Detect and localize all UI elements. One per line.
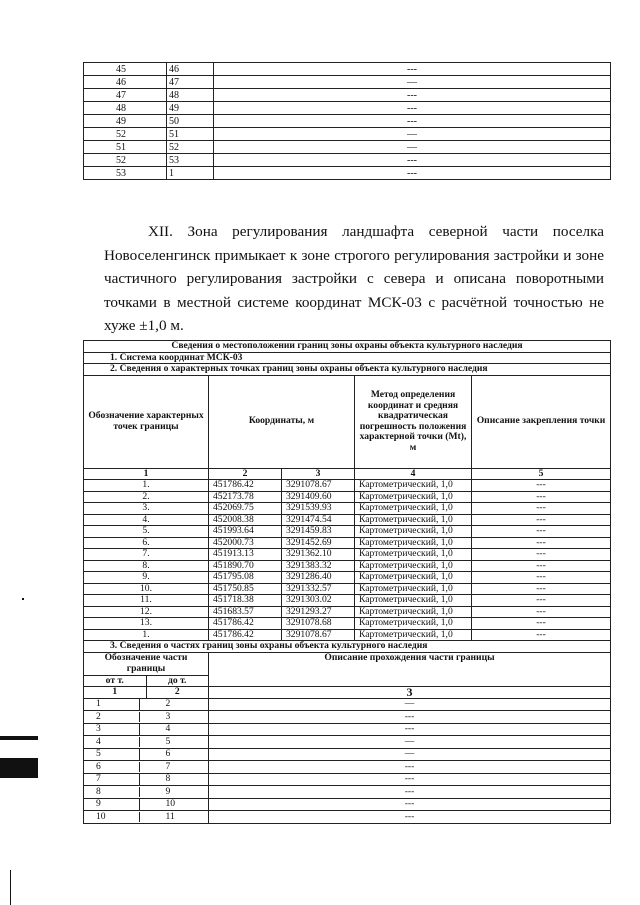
cell-description: —: [209, 748, 611, 761]
cell-y: 3291078.68: [282, 618, 355, 630]
cell-y: 3291474.54: [282, 514, 355, 526]
table-row: [84, 128, 611, 141]
cell-segment-points: [84, 811, 209, 824]
cell-x: 452008.38: [209, 514, 282, 526]
cell-point-name: 7.: [84, 549, 209, 561]
part-col-numbers-row: [84, 687, 611, 699]
cell-description: ---: [209, 798, 611, 811]
table-row: [84, 811, 611, 824]
cell-method: Картометрический, 1,0: [355, 526, 472, 538]
table-row: [84, 723, 611, 736]
cell-y: 3291303.02: [282, 595, 355, 607]
cell-to-point: 46: [167, 63, 214, 76]
table-row: [84, 736, 611, 749]
cell-method: Картометрический, 1,0: [355, 560, 472, 572]
cell-method: Картометрический, 1,0: [355, 480, 472, 492]
cell-segment-points: [84, 773, 209, 786]
cell-x: 451786.42: [209, 629, 282, 641]
cell-segment-points: [84, 798, 209, 811]
cell-method: Картометрический, 1,0: [355, 606, 472, 618]
cell-description: ---: [209, 773, 611, 786]
cell-y: 3291078.67: [282, 480, 355, 492]
cell-from-point: 7: [84, 774, 140, 785]
table-row: [84, 503, 611, 515]
table-row: [84, 514, 611, 526]
cell-y: 3291078.67: [282, 629, 355, 641]
cell-point-name: 13.: [84, 618, 209, 630]
table-row: [84, 798, 611, 811]
header-point-name: Обозначение характерных точек границы: [84, 375, 209, 468]
cell-to-point: 7: [165, 760, 171, 772]
table-row: [84, 549, 611, 561]
cell-segment-points: [84, 723, 209, 736]
cell-point-name: 2.: [84, 491, 209, 503]
cell-x: 451890.70: [209, 560, 282, 572]
cell-from-point: 10: [84, 812, 140, 823]
cell-point-name: 8.: [84, 560, 209, 572]
cell-description: ---: [209, 811, 611, 824]
section-2-title: 2. Сведения о характерных точках границ зоны охраны объекта культурного наследия: [84, 364, 611, 376]
cell-description: —: [214, 141, 611, 154]
cell-x: 452000.73: [209, 537, 282, 549]
cell-description: ---: [472, 560, 611, 572]
cell-to-point: 48: [167, 89, 214, 102]
cell-x: 451913.13: [209, 549, 282, 561]
cell-description: ---: [472, 583, 611, 595]
cell-x: 451795.08: [209, 572, 282, 584]
cell-point-name: 1.: [84, 629, 209, 641]
cell-x: 451750.85: [209, 583, 282, 595]
cell-from-point: 3: [84, 724, 140, 735]
table-row: [84, 63, 611, 76]
cell-segment-points: [84, 736, 209, 749]
header-coordinates: Координаты, м: [209, 375, 355, 468]
cell-to-point: 51: [167, 128, 214, 141]
cell-y: 3291459.83: [282, 526, 355, 538]
cell-x: 451718.38: [209, 595, 282, 607]
cell-from-point: 51: [84, 141, 167, 154]
cell-description: —: [214, 128, 611, 141]
table-row: [84, 748, 611, 761]
cell-y: 3291452.69: [282, 537, 355, 549]
table-row: [84, 102, 611, 115]
cell-description: ---: [209, 786, 611, 799]
table-row: [84, 572, 611, 584]
cell-from-point: 47: [84, 89, 167, 102]
cell-to-point: 10: [165, 798, 176, 809]
cell-from-point: 4: [84, 737, 140, 748]
zone-description-text: XII. Зона регулирования ландшафта северной части поселка Новоселенгинск примыкает к зоне строгого регулирования застройки и зоне частичного регулирования застройки с севера и описана поворотными точками в местной системе координат МСК-03 с расчётной точностью не хуже ±1,0 м.: [104, 223, 604, 334]
part-col-numbers: [84, 687, 209, 699]
header-part-description: Описание прохождения части границы: [209, 652, 611, 687]
header-from: от т.: [84, 676, 147, 687]
margin-mark-block: [0, 758, 38, 778]
cell-description: ---: [209, 761, 611, 774]
cell-segment-points: [84, 786, 209, 799]
table-row: [84, 76, 611, 89]
cell-from-point: 53: [84, 167, 167, 180]
cell-to-point: 52: [167, 141, 214, 154]
header-part-name: Обозначение части границы: [84, 652, 209, 675]
cell-from-point: 5: [84, 749, 140, 760]
part-header-row: [84, 652, 611, 675]
cell-description: ---: [472, 606, 611, 618]
cell-y: 3291383.32: [282, 560, 355, 572]
cell-from-point: 1: [84, 699, 140, 710]
section-3-title: 3. Сведения о частях границ зоны охраны объекта культурного наследия: [84, 641, 611, 653]
cell-y: 3291293.27: [282, 606, 355, 618]
cell-description: ---: [472, 629, 611, 641]
cell-method: Картометрический, 1,0: [355, 572, 472, 584]
table-row: [84, 786, 611, 799]
table-row: [84, 560, 611, 572]
cell-to-point: 2: [165, 698, 171, 709]
cell-point-name: 10.: [84, 583, 209, 595]
col-number-3: 3: [282, 468, 355, 480]
cell-description: ---: [214, 115, 611, 128]
cell-method: Картометрический, 1,0: [355, 618, 472, 630]
cell-y: 3291332.57: [282, 583, 355, 595]
table-row: [84, 606, 611, 618]
cell-from-point: 8: [84, 787, 140, 798]
cell-method: Картометрический, 1,0: [355, 583, 472, 595]
table-row: [84, 491, 611, 503]
cell-method: Картометрический, 1,0: [355, 514, 472, 526]
top-table-body: [84, 63, 611, 180]
cell-to-point: 47: [167, 76, 214, 89]
cell-point-name: 1.: [84, 480, 209, 492]
col-number-2: 2: [209, 468, 282, 480]
cell-description: ---: [209, 723, 611, 736]
col-number-5: 5: [472, 468, 611, 480]
cell-from-point: 9: [84, 799, 140, 810]
margin-mark-line: [0, 736, 38, 740]
cell-method: Картометрический, 1,0: [355, 629, 472, 641]
cell-point-name: 4.: [84, 514, 209, 526]
header-to: до т.: [168, 674, 187, 686]
cell-to-point: 4: [165, 723, 171, 734]
cell-description: ---: [472, 618, 611, 630]
cell-description: ---: [472, 526, 611, 538]
header-description: Описание закрепления точки: [472, 375, 611, 468]
table-row: [84, 526, 611, 538]
margin-edge-line: [10, 870, 11, 905]
cell-x: 451786.42: [209, 618, 282, 630]
part-col-number-1: 1: [84, 687, 147, 698]
cell-x: 451993.64: [209, 526, 282, 538]
table-title: Сведения о местоположении границ зоны охраны объекта культурного наследия: [84, 341, 611, 353]
cell-description: ---: [472, 595, 611, 607]
cell-point-name: 9.: [84, 572, 209, 584]
cell-description: ---: [209, 711, 611, 724]
cell-description: ---: [472, 491, 611, 503]
cell-method: Картометрический, 1,0: [355, 549, 472, 561]
cell-description: ---: [214, 154, 611, 167]
cell-y: 3291286.40: [282, 572, 355, 584]
cell-method: Картометрический, 1,0: [355, 595, 472, 607]
table-row: [84, 618, 611, 630]
header-method: Метод определения координат и средняя квадратическая погрешность положения характерной точки (Mt), м: [355, 375, 472, 468]
cell-to-point: 3: [165, 710, 171, 722]
table-row: [84, 629, 611, 641]
table-row: [84, 141, 611, 154]
cell-point-name: 11.: [84, 595, 209, 607]
cell-segment-points: [84, 748, 209, 761]
cell-to-point: 53: [167, 154, 214, 167]
cell-point-name: 6.: [84, 537, 209, 549]
cell-y: 3291362.10: [282, 549, 355, 561]
table-row: [84, 89, 611, 102]
col-number-4: 4: [355, 468, 472, 480]
cell-point-name: 12.: [84, 606, 209, 618]
cell-to-point: 5: [165, 735, 171, 747]
cell-description: —: [209, 736, 611, 749]
cell-description: ---: [472, 480, 611, 492]
cell-x: 451786.42: [209, 480, 282, 492]
cell-to-point: 11: [165, 810, 175, 822]
cell-x: 451683.57: [209, 606, 282, 618]
col-number-1: 1: [84, 468, 209, 480]
cell-to-point: 50: [167, 115, 214, 128]
boundary-info-table: [83, 340, 611, 824]
table-row: [84, 711, 611, 724]
cell-description: ---: [214, 89, 611, 102]
cell-from-point: 45: [84, 63, 167, 76]
cell-y: 3291539.93: [282, 503, 355, 515]
cell-description: ---: [214, 102, 611, 115]
table-row: [84, 115, 611, 128]
cell-point-name: 5.: [84, 526, 209, 538]
cell-to-point: 6: [165, 748, 171, 759]
table-row: [84, 595, 611, 607]
cell-from-point: 46: [84, 76, 167, 89]
table-row: [84, 480, 611, 492]
cell-y: 3291409.60: [282, 491, 355, 503]
table-row: [84, 773, 611, 786]
cell-from-point: 49: [84, 115, 167, 128]
section-1-coordinate-system: 1. Система координат МСК-03: [84, 352, 611, 364]
part-subheader: [84, 675, 209, 687]
cell-segment-points: [84, 698, 209, 711]
cell-to-point: 1: [167, 167, 214, 180]
cell-to-point: 9: [165, 785, 171, 797]
cell-to-point: 8: [165, 773, 171, 784]
table-row: [84, 167, 611, 180]
table-row: [84, 583, 611, 595]
cell-method: Картометрический, 1,0: [355, 503, 472, 515]
cell-from-point: 52: [84, 154, 167, 167]
cell-description: ---: [472, 537, 611, 549]
main-table-body: [84, 341, 611, 824]
cell-x: 452069.75: [209, 503, 282, 515]
cell-description: ---: [472, 514, 611, 526]
zone-description: [104, 220, 604, 338]
cell-method: Картометрический, 1,0: [355, 537, 472, 549]
table-row: [84, 154, 611, 167]
part-col-number-3: 3: [209, 687, 611, 699]
cell-description: ---: [472, 503, 611, 515]
cell-method: Картометрический, 1,0: [355, 491, 472, 503]
cell-from-point: 52: [84, 128, 167, 141]
cell-description: ---: [472, 549, 611, 561]
part-col-number-2: 2: [174, 686, 180, 697]
cell-description: ---: [214, 63, 611, 76]
top-boundary-table: [83, 62, 611, 180]
cell-segment-points: [84, 761, 209, 774]
table-row: [84, 537, 611, 549]
section-3-row: [84, 641, 611, 653]
cell-to-point: 49: [167, 102, 214, 115]
cell-segment-points: [84, 711, 209, 724]
cell-x: 452173.78: [209, 491, 282, 503]
table-row: [84, 761, 611, 774]
cell-from-point: 48: [84, 102, 167, 115]
cell-description: ---: [472, 572, 611, 584]
cell-from-point: 2: [84, 712, 140, 723]
cell-point-name: 3.: [84, 503, 209, 515]
cell-from-point: 6: [84, 762, 140, 773]
table-row: [84, 698, 611, 711]
margin-dot: [22, 598, 24, 600]
cell-description: —: [214, 76, 611, 89]
cell-description: ---: [214, 167, 611, 180]
cell-description: —: [209, 698, 611, 711]
